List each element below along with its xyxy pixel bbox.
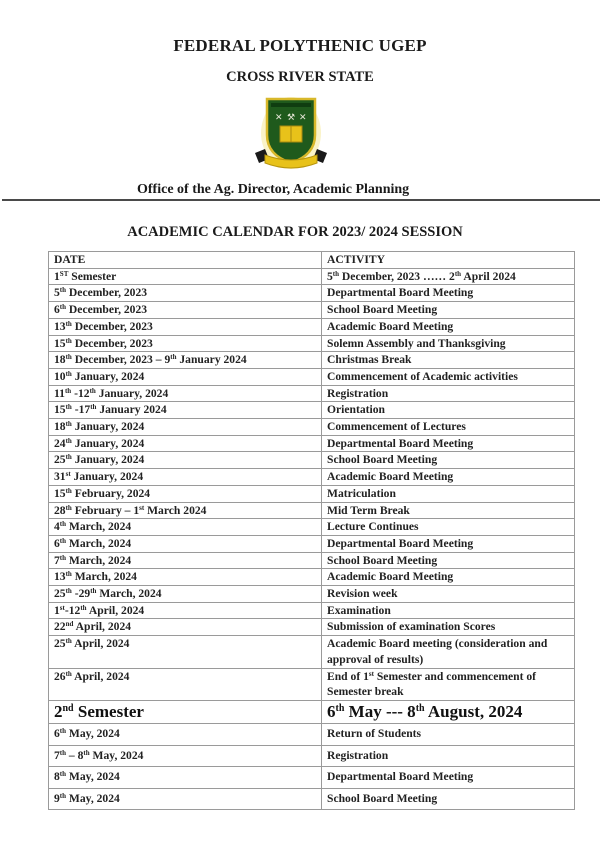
activity-cell: School Board Meeting [322, 552, 575, 569]
table-row [49, 535, 575, 552]
svg-text:⚒: ⚒ [287, 113, 296, 123]
date-cell: 24th January, 2024 [49, 435, 322, 452]
table-row [49, 302, 575, 319]
date-cell: 15th -17th January 2024 [49, 402, 322, 419]
table-row [49, 485, 575, 502]
activity-cell: Registration [322, 385, 575, 402]
date-cell: 25th January, 2024 [49, 452, 322, 469]
table-row [49, 668, 575, 701]
table-row [49, 619, 575, 636]
table-row [49, 636, 575, 669]
svg-text:✕: ✕ [275, 113, 283, 123]
activity-cell: Examination [322, 602, 575, 619]
date-cell: 5th December, 2023 [49, 285, 322, 302]
date-cell: 7th – 8th May, 2024 [49, 745, 322, 767]
activity-cell: Departmental Board Meeting [322, 535, 575, 552]
column-header-date: DATE [49, 252, 322, 269]
institution-crest-icon [251, 93, 331, 177]
activity-cell: Submission of examination Scores [322, 619, 575, 636]
activity-cell: School Board Meeting [322, 788, 575, 810]
table-row [49, 469, 575, 486]
activity-cell: Solemn Assembly and Thanksgiving [322, 335, 575, 352]
column-header-activity: ACTIVITY [322, 252, 575, 269]
activity-cell: School Board Meeting [322, 302, 575, 319]
date-cell: 7th March, 2024 [49, 552, 322, 569]
table-row [49, 602, 575, 619]
date-cell: 15th December, 2023 [49, 335, 322, 352]
activity-cell: Departmental Board Meeting [322, 767, 575, 789]
activity-cell: Matriculation [322, 485, 575, 502]
date-cell: 1ST Semester [49, 268, 322, 285]
table-row [49, 268, 575, 285]
activity-cell: School Board Meeting [322, 452, 575, 469]
table-row [49, 745, 575, 767]
date-cell: 1st-12th April, 2024 [49, 602, 322, 619]
date-cell: 6th March, 2024 [49, 535, 322, 552]
activity-cell: Departmental Board Meeting [322, 435, 575, 452]
activity-cell: Commencement of Lectures [322, 419, 575, 436]
table-row [49, 502, 575, 519]
office-heading: Office of the Ag. Director, Academic Planning [137, 182, 410, 197]
date-cell: 8th May, 2024 [49, 767, 322, 789]
date-cell: 13th March, 2024 [49, 569, 322, 586]
table-row [49, 318, 575, 335]
table-row [49, 335, 575, 352]
date-cell: 31st January, 2024 [49, 469, 322, 486]
table-row [49, 724, 575, 746]
activity-cell: 5th December, 2023 …… 2th April 2024 [322, 268, 575, 285]
activity-cell: Academic Board meeting (consideration and approval of results) [322, 636, 575, 669]
activity-cell: Academic Board Meeting [322, 318, 575, 335]
activity-cell: Academic Board Meeting [322, 469, 575, 486]
table-row [49, 519, 575, 536]
activity-cell: Revision week [322, 586, 575, 603]
table-row [49, 586, 575, 603]
table-row [49, 435, 575, 452]
date-cell: 28th February – 1st March 2024 [49, 502, 322, 519]
activity-cell: Academic Board Meeting [322, 569, 575, 586]
date-cell: 25th April, 2024 [49, 636, 322, 669]
header-divider [2, 199, 600, 201]
table-row [49, 352, 575, 369]
date-cell: 10th January, 2024 [49, 368, 322, 385]
activity-cell: Christmas Break [322, 352, 575, 369]
table-row [49, 452, 575, 469]
date-cell: 6th May, 2024 [49, 724, 322, 746]
activity-cell: End of 1st Semester and commencement of Semester break [322, 668, 575, 701]
date-cell: 26th April, 2024 [49, 668, 322, 701]
date-cell: 9th May, 2024 [49, 788, 322, 810]
table-row [49, 368, 575, 385]
date-cell: 4th March, 2024 [49, 519, 322, 536]
date-cell: 22nd April, 2024 [49, 619, 322, 636]
date-cell: 11th -12th January, 2024 [49, 385, 322, 402]
activity-cell: Orientation [322, 402, 575, 419]
date-cell: 2nd Semester [49, 701, 322, 724]
table-row [49, 419, 575, 436]
table-row [49, 701, 575, 724]
activity-cell: Mid Term Break [322, 502, 575, 519]
activity-cell: Departmental Board Meeting [322, 285, 575, 302]
table-row [49, 569, 575, 586]
table-row [49, 767, 575, 789]
institution-state: CROSS RIVER STATE [226, 69, 374, 85]
date-cell: 18th January, 2024 [49, 419, 322, 436]
institution-name: FEDERAL POLYTHENIC UGEP [173, 36, 427, 55]
table-row [49, 285, 575, 302]
activity-cell: Commencement of Academic activities [322, 368, 575, 385]
activity-cell: 6th May --- 8th August, 2024 [322, 701, 575, 724]
date-cell: 25th -29th March, 2024 [49, 586, 322, 603]
table-row [49, 385, 575, 402]
svg-text:✕: ✕ [299, 113, 307, 123]
calendar-title: ACADEMIC CALENDAR FOR 2023/ 2024 SESSION [127, 224, 463, 240]
table-row [49, 402, 575, 419]
activity-cell: Return of Students [322, 724, 575, 746]
date-cell: 6th December, 2023 [49, 302, 322, 319]
academic-calendar-table [48, 251, 575, 810]
table-row [49, 552, 575, 569]
table-row [49, 788, 575, 810]
activity-cell: Registration [322, 745, 575, 767]
activity-cell: Lecture Continues [322, 519, 575, 536]
table-header-row [49, 252, 575, 269]
date-cell: 13th December, 2023 [49, 318, 322, 335]
date-cell: 18th December, 2023 – 9th January 2024 [49, 352, 322, 369]
date-cell: 15th February, 2024 [49, 485, 322, 502]
